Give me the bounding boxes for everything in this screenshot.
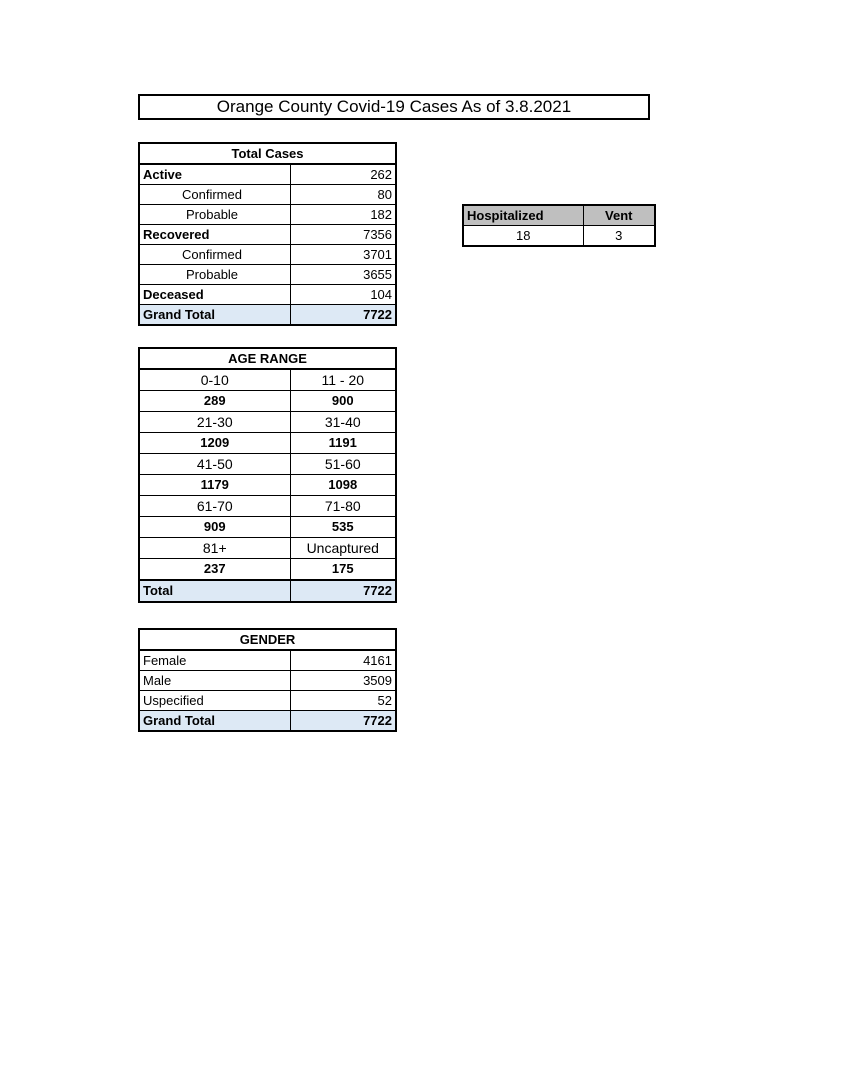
age-bracket-count: 237 [139,559,290,581]
age-bracket-count: 1209 [139,433,290,454]
table-row [139,245,396,265]
row-label: Confirmed [139,185,290,205]
row-label: Active [139,164,290,185]
age-bracket-count: 289 [139,391,290,412]
table-header-row [139,629,396,650]
age-label-row [139,496,396,517]
total-value: 7722 [290,580,396,602]
table-row [139,671,396,691]
row-value: 52 [290,691,396,711]
age-bracket-label: 0-10 [139,369,290,391]
grand-total-label: Grand Total [139,305,290,326]
row-label: Probable [139,265,290,285]
age-bracket-label: Uncaptured [290,538,396,559]
row-value: 3701 [290,245,396,265]
age-value-row [139,391,396,412]
gender-table [138,628,397,732]
table-row [139,285,396,305]
row-label: Deceased [139,285,290,305]
table-row [139,650,396,671]
row-value: 7356 [290,225,396,245]
table-header-row [139,143,396,164]
age-value-row [139,517,396,538]
total-cases-header: Total Cases [139,143,396,164]
age-bracket-count: 1179 [139,475,290,496]
age-bracket-label: 11 - 20 [290,369,396,391]
vent-value: 3 [583,226,655,247]
table-row [139,185,396,205]
table-row [139,225,396,245]
total-row [139,580,396,602]
row-label: Confirmed [139,245,290,265]
hospitalized-value: 18 [463,226,583,247]
row-value: 262 [290,164,396,185]
table-row [463,226,655,247]
age-bracket-label: 61-70 [139,496,290,517]
row-value: 4161 [290,650,396,671]
table-row [139,691,396,711]
row-label: Female [139,650,290,671]
grand-total-row [139,711,396,732]
hospitalized-header: Hospitalized [463,205,583,226]
table-row [139,164,396,185]
page-title: Orange County Covid-19 Cases As of 3.8.2021 [138,94,650,120]
age-range-header: AGE RANGE [139,348,396,369]
age-range-table [138,347,397,603]
age-bracket-count: 535 [290,517,396,538]
row-label: Probable [139,205,290,225]
age-bracket-label: 31-40 [290,412,396,433]
row-value: 80 [290,185,396,205]
age-value-row [139,559,396,581]
vent-header: Vent [583,205,655,226]
age-bracket-label: 71-80 [290,496,396,517]
row-label: Recovered [139,225,290,245]
table-row [139,265,396,285]
age-value-row [139,433,396,454]
grand-total-value: 7722 [290,711,396,732]
row-label: Uspecified [139,691,290,711]
table-row [139,205,396,225]
age-label-row [139,454,396,475]
age-bracket-count: 900 [290,391,396,412]
age-bracket-count: 909 [139,517,290,538]
row-value: 3655 [290,265,396,285]
age-bracket-label: 81+ [139,538,290,559]
table-header-row [139,348,396,369]
total-label: Total [139,580,290,602]
row-value: 182 [290,205,396,225]
row-value: 104 [290,285,396,305]
age-bracket-count: 1191 [290,433,396,454]
hospitalized-table [462,204,656,247]
grand-total-value: 7722 [290,305,396,326]
grand-total-label: Grand Total [139,711,290,732]
age-bracket-count: 175 [290,559,396,581]
age-bracket-label: 51-60 [290,454,396,475]
age-label-row [139,538,396,559]
age-bracket-count: 1098 [290,475,396,496]
total-cases-table [138,142,397,326]
grand-total-row [139,305,396,326]
gender-header: GENDER [139,629,396,650]
age-label-row [139,412,396,433]
row-label: Male [139,671,290,691]
age-bracket-label: 41-50 [139,454,290,475]
table-header-row [463,205,655,226]
age-bracket-label: 21-30 [139,412,290,433]
age-label-row [139,369,396,391]
row-value: 3509 [290,671,396,691]
age-value-row [139,475,396,496]
